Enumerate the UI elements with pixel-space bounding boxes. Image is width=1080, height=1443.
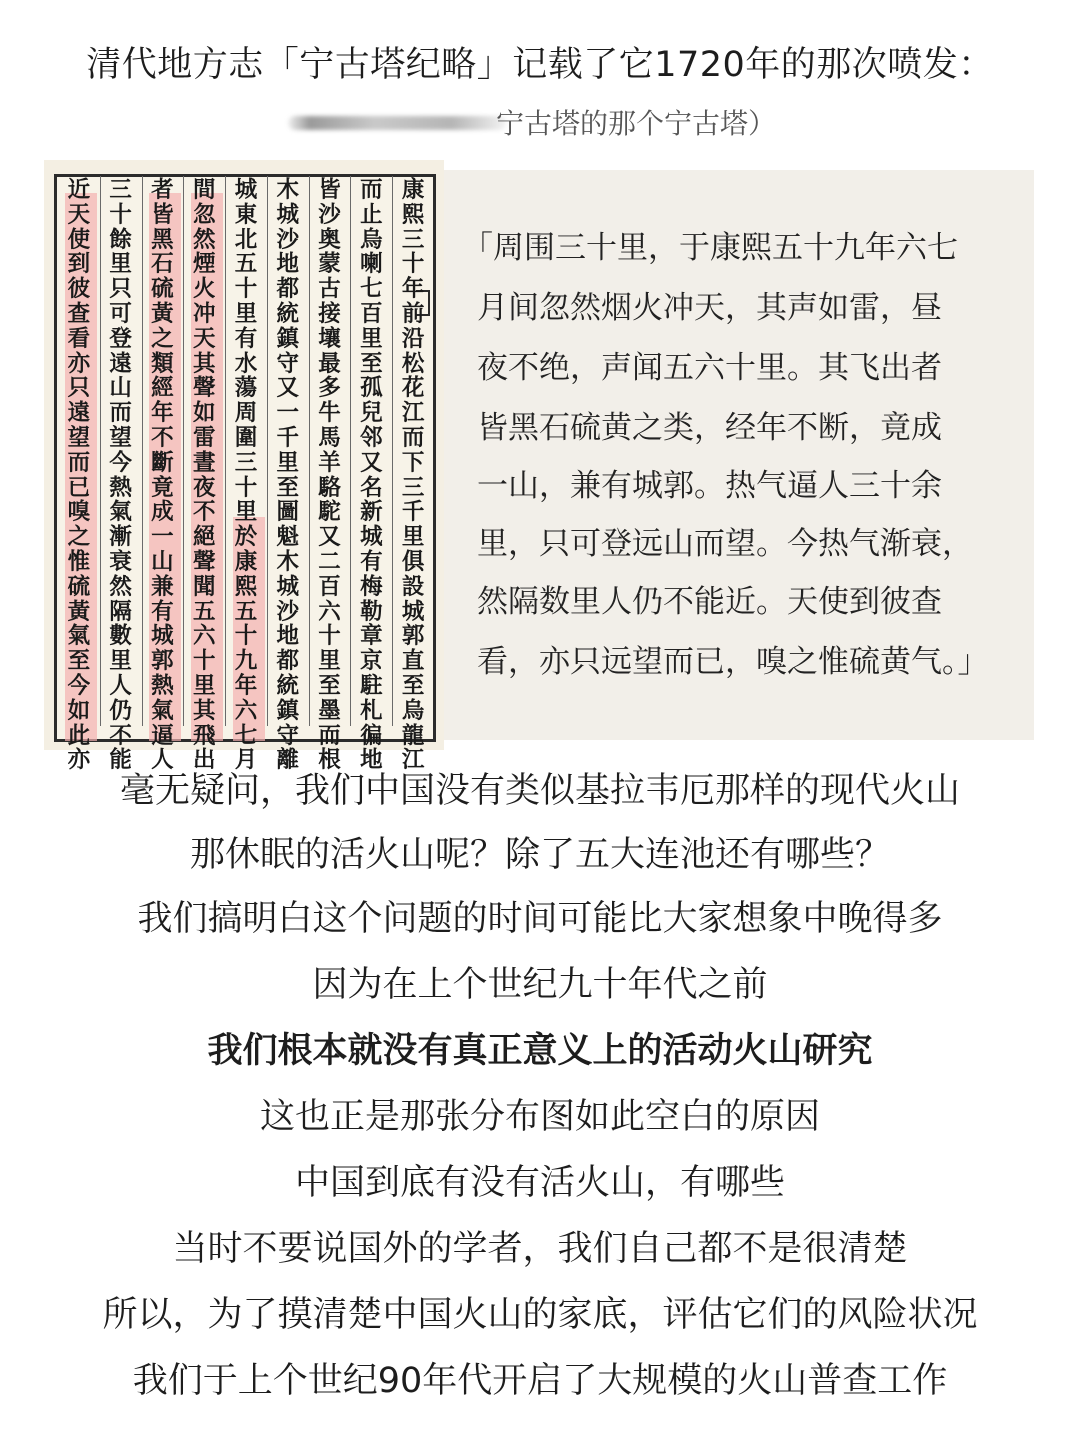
body-line: 当时不要说国外的学者，我们自己都不是很清楚 <box>172 1229 908 1269</box>
scan-text-column: 城 東 北 五 十 里 有 水 蕩 周 圍 三 十 里 於 康 熙 五 十 九 年 六 七 月 <box>234 177 258 774</box>
scan-text-column: 皆 沙 奥 蒙 古 接 壤 最 多 牛 馬 羊 駱 駝 又 二 百 六 十 里 至 墨 而 根 <box>318 177 341 774</box>
body-line: 毫无疑问，我们中国没有类似基拉韦厄那样的现代火山 <box>119 771 960 811</box>
subtitle-row <box>0 102 1080 146</box>
scan-text-column: 木 城 沙 地 都 統 鎮 守 又 一 千 里 至 圖 魁 木 城 沙 地 都 統 鎮 守 離 <box>276 177 300 774</box>
body-line: 所以，为了摸清楚中国火山的家底，评估它们的风险状况 <box>102 1295 978 1335</box>
body-line: 那休眠的活火山呢？除了五大连池还有哪些？ <box>189 835 890 875</box>
quote-line: 然隔数里人仍不能近。天使到彼查 <box>477 584 942 620</box>
body-line: 我们搞明白这个问题的时间可能比大家想象中晚得多 <box>137 899 943 939</box>
redacted-text-blur <box>288 116 506 130</box>
scan-text-column: 康 熙 三 十 年 前 沿 松 花 江 而 下 三 千 里 俱 設 城 郭 直 至 烏 龍 江 <box>401 177 425 774</box>
subtitle: 宁古塔的那个宁古塔） <box>496 107 777 140</box>
quote-line: 夜不绝，声闻五六十里。其飞出者 <box>477 350 942 386</box>
quote-line: 月间忽然烟火冲天，其声如雷，昼 <box>477 290 942 326</box>
scan-text-column: 者 皆 黑 石 硫 黃 之 類 經 年 不 斷 竟 成 一 山 兼 有 城 郭 熱 氣 逼 人 <box>151 177 174 774</box>
quote-line: 一山，兼有城郭。热气逼人三十余 <box>477 468 942 504</box>
quote-line: 「周围三十里，于康熙五十九年六七 <box>462 230 958 266</box>
scan-column-rule <box>267 176 268 726</box>
scan-text-column: 而 止 烏 喇 七 百 里 至 孤 兒 邻 又 名 新 城 有 梅 勒 章 京 駐 札 徧 地 <box>360 177 383 774</box>
quote-line: 看，亦只远望而已，嗅之惟硫黄气。」 <box>477 644 989 680</box>
body-line: 因为在上个世纪九十年代之前 <box>312 965 768 1005</box>
body-line: 中国到底有没有活火山，有哪些 <box>294 1163 785 1203</box>
scan-column-rule <box>392 176 393 726</box>
scan-text-column: 近 天 使 到 彼 查 看 亦 只 遠 望 而 已 嗅 之 惟 硫 黃 氣 至 今 如 此 亦 <box>67 177 91 774</box>
scan-column-rule <box>225 176 226 726</box>
quote-line: 里，只可登远山而望。今热气渐衰， <box>477 526 973 562</box>
scan-text-column: 間 忽 然 煙 火 冲 天 其 聲 如 雷 晝 夜 不 絕 聲 聞 五 六 十 里 其 飛 出 <box>192 177 216 774</box>
scan-column-rule <box>350 176 351 726</box>
translation-quote-card <box>444 170 1034 740</box>
page-title: 清代地方志「宁古塔纪略」记载了它1720年的那次喷发： <box>86 45 994 85</box>
quote-line: 皆黑石硫黄之类，经年不断，竟成 <box>477 410 942 446</box>
historical-text-scan <box>44 160 444 774</box>
scan-column-rule <box>142 176 143 726</box>
scan-text-column: 三 十 餘 里 只 可 登 遠 山 而 望 今 熱 氣 漸 衰 然 隔 數 里 人 仍 不 能 <box>109 177 132 774</box>
scan-column-rule <box>183 176 184 726</box>
scan-column-rule <box>309 176 310 726</box>
body-line: 这也正是那张分布图如此空白的原因 <box>259 1097 820 1137</box>
body-line-emphasis: 我们根本就没有真正意义上的活动火山研究 <box>207 1031 873 1071</box>
scan-column-rule <box>100 176 101 726</box>
body-line: 我们于上个世纪90年代开启了大规模的火山普查工作 <box>132 1361 948 1401</box>
